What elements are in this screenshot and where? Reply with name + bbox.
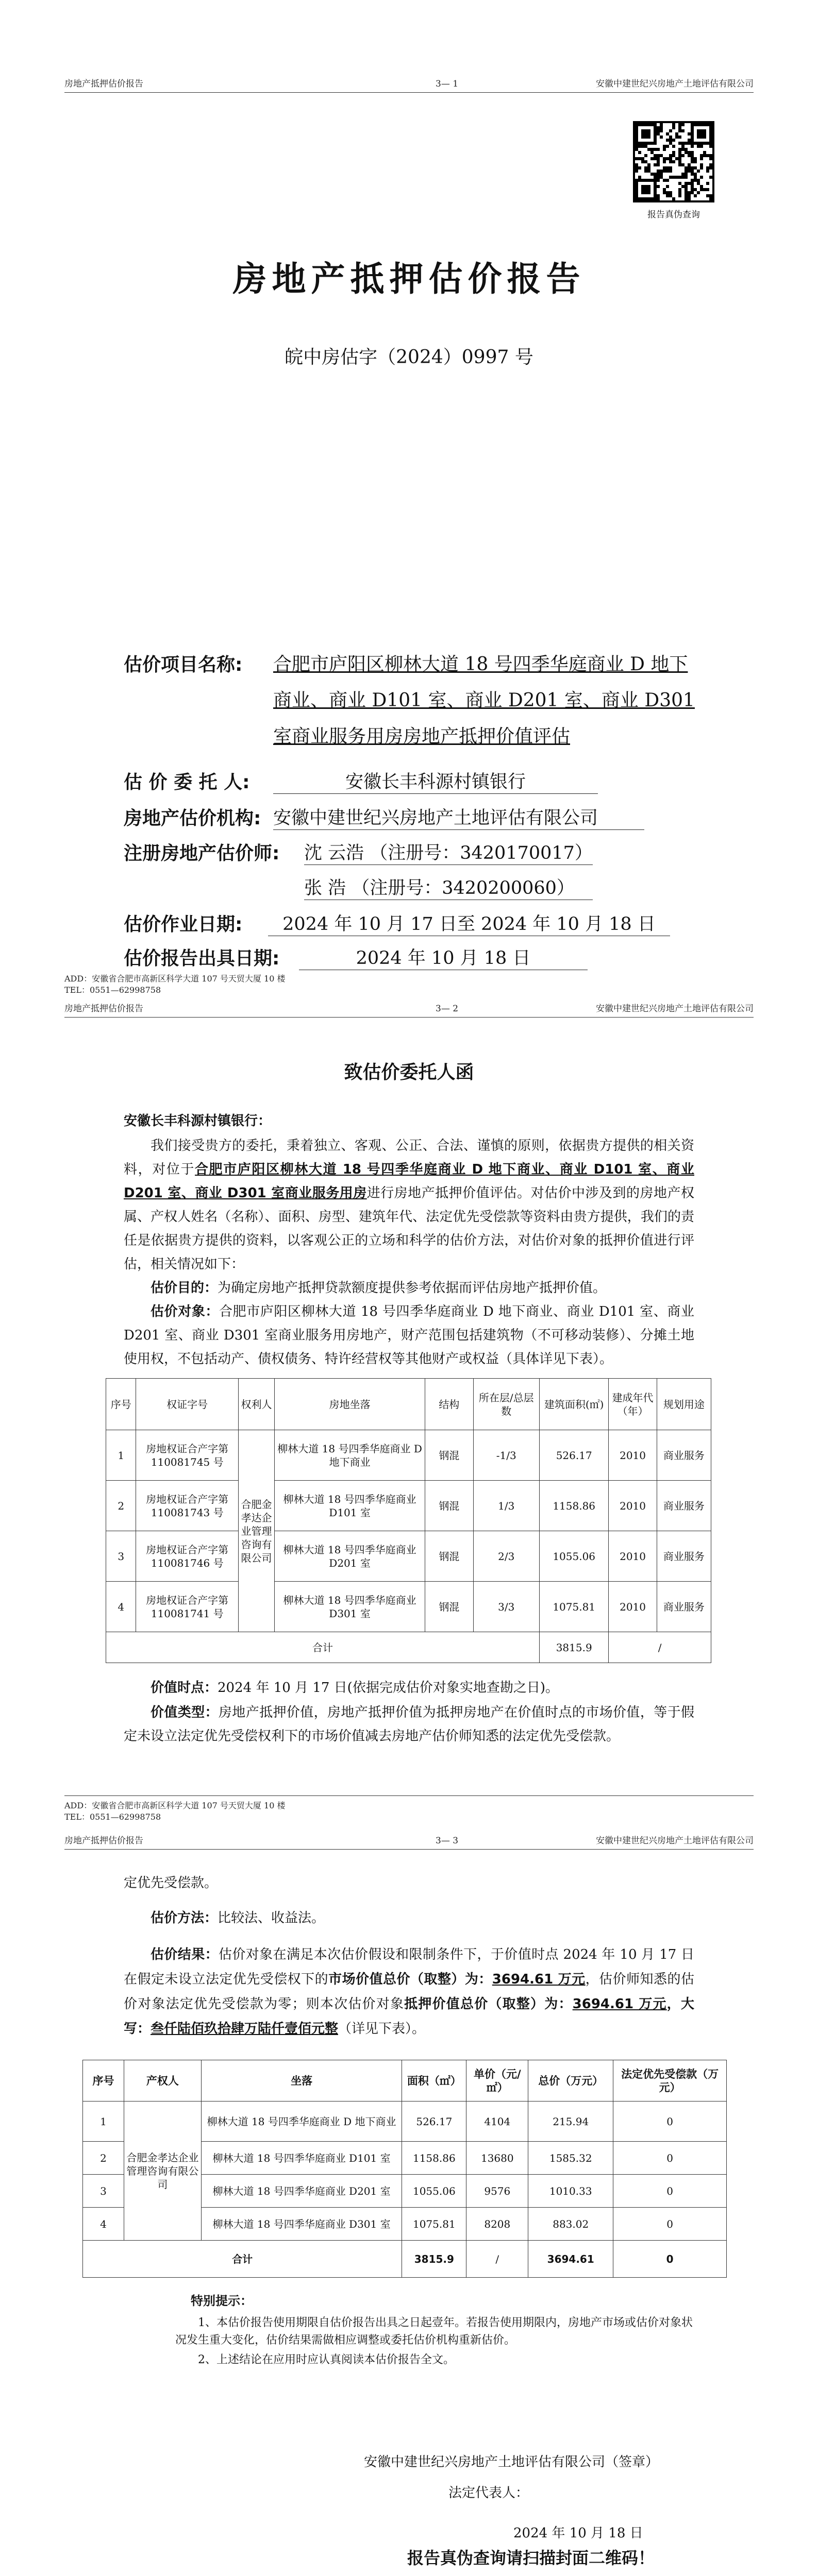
page-footer bbox=[64, 971, 754, 996]
type-label: 价值类型： bbox=[151, 1705, 219, 1720]
project-value: 合肥市庐阳区柳林大道 18 号四季华庭商业 D 地下商业、商业 D101 室、商业 D201 室、商业 D301 室商业服务用房房地产抵押价值评估 bbox=[273, 654, 695, 747]
result-text-a: 估价对象在满足本次估价假设和限制条件下，于价值时点 2024 年 10 月 17 日在假定未设立法定优先受偿权下的 bbox=[124, 1947, 694, 1987]
cell-owner: 合肥金孝达企业管理咨询有限公司 bbox=[124, 2102, 201, 2241]
client-label: 估 价 委 托 人: bbox=[124, 772, 250, 793]
cell-cert: 房地权证合产字第 110081746 号 bbox=[136, 1531, 239, 1582]
cell-cert: 房地权证合产字第 110081741 号 bbox=[136, 1582, 239, 1632]
cell-unit-price: 4104 bbox=[466, 2102, 528, 2142]
cell-area: 1075.81 bbox=[402, 2208, 466, 2241]
cell-total: 883.02 bbox=[528, 2208, 613, 2241]
th-unit-price: 单价（元/㎡） bbox=[466, 2060, 528, 2102]
total-label: 合计 bbox=[106, 1632, 540, 1663]
th-cert: 权证字号 bbox=[136, 1379, 239, 1430]
cell-floor: 2/3 bbox=[473, 1531, 539, 1582]
qr-module bbox=[681, 123, 685, 126]
th-use: 规划用途 bbox=[657, 1379, 711, 1430]
cell-unit-price: 8208 bbox=[466, 2208, 528, 2241]
qr-module bbox=[709, 197, 712, 200]
header-left: 房地产抵押估价报告 bbox=[64, 79, 143, 89]
qr-module bbox=[672, 126, 675, 129]
qr-module bbox=[678, 194, 681, 197]
header-right: 安徽中建世纪兴房地产土地评估有限公司 bbox=[596, 79, 754, 89]
cell-year: 2010 bbox=[609, 1430, 657, 1481]
letter-page bbox=[0, 971, 818, 1824]
cell-structure: 钢混 bbox=[425, 1481, 473, 1531]
cell-address: 柳林大道 18 号四季华庭商业 D201 室 bbox=[275, 1531, 425, 1582]
qr-module bbox=[672, 139, 675, 142]
qr-module bbox=[660, 129, 663, 132]
addressee: 安徽长丰科源村镇银行： bbox=[124, 1113, 272, 1129]
cell-unit-price: 9576 bbox=[466, 2175, 528, 2208]
mortgage-value: 3694.61 万元 bbox=[572, 1996, 667, 2012]
qr-module bbox=[697, 191, 700, 194]
table-row bbox=[106, 1531, 711, 1582]
qr-module bbox=[709, 157, 712, 160]
total-area: 3815.9 bbox=[402, 2241, 466, 2278]
total-area: 3815.9 bbox=[540, 1632, 609, 1663]
capital-label: ，大写： bbox=[124, 1996, 694, 2037]
qr-code-icon[interactable] bbox=[633, 121, 714, 202]
cover-page bbox=[0, 0, 818, 971]
cell-structure: 钢混 bbox=[425, 1582, 473, 1632]
cell-no: 4 bbox=[106, 1582, 136, 1632]
cell-total: 215.94 bbox=[528, 2102, 613, 2142]
cell-address: 柳林大道 18 号四季华庭商业 D301 室 bbox=[201, 2208, 402, 2241]
th-area: 建筑面积(㎡) bbox=[540, 1379, 609, 1430]
cell-no: 3 bbox=[106, 1531, 136, 1582]
qr-module bbox=[657, 179, 660, 182]
letter-intro bbox=[124, 1134, 694, 1276]
notes-title: 特别提示： bbox=[191, 2294, 253, 2308]
th-area: 面积（㎡） bbox=[402, 2060, 466, 2102]
qr-module bbox=[663, 160, 666, 163]
agency-value: 安徽中建世纪兴房地产土地评估有限公司 bbox=[273, 804, 644, 830]
qr-module bbox=[666, 145, 669, 148]
cell-address: 柳林大道 18 号四季华庭商业 D 地下商业 bbox=[201, 2102, 402, 2142]
qr-module bbox=[669, 129, 672, 132]
cell-prior: 0 bbox=[613, 2142, 727, 2175]
cell-structure: 钢混 bbox=[425, 1531, 473, 1582]
table-row bbox=[106, 1430, 711, 1481]
qr-module bbox=[657, 197, 660, 200]
cell-use: 商业服务 bbox=[657, 1531, 711, 1582]
valuation-table bbox=[82, 2060, 727, 2278]
th-floor: 所在层/总层数 bbox=[473, 1379, 539, 1430]
total-unit-price: / bbox=[466, 2241, 528, 2278]
letter-title: 致估价委托人函 bbox=[344, 1062, 474, 1083]
agency-label: 房地产估价机构: bbox=[124, 808, 261, 829]
qr-caption: 报告真伪查询 bbox=[647, 210, 700, 220]
cell-floor: 3/3 bbox=[473, 1582, 539, 1632]
cell-area: 1075.81 bbox=[540, 1582, 609, 1632]
note-2: 2、上述结论在应用时应认真阅读本估价报告全文。 bbox=[198, 2353, 455, 2366]
qr-module bbox=[666, 185, 669, 188]
cell-floor: 1/3 bbox=[473, 1481, 539, 1531]
total-dash: / bbox=[609, 1632, 711, 1663]
cell-no: 4 bbox=[83, 2208, 124, 2241]
verify-hint: 报告真伪查询请扫描封面二维码！ bbox=[407, 2548, 655, 2568]
time-label: 价值时点： bbox=[151, 1680, 218, 1696]
cell-address: 柳林大道 18 号四季华庭商业 D301 室 bbox=[275, 1582, 425, 1632]
result-para bbox=[124, 1942, 694, 2041]
qr-module bbox=[700, 176, 703, 179]
report-date-value: 2024 年 10 月 18 日 bbox=[299, 944, 588, 970]
qr-module bbox=[669, 170, 672, 173]
header-page-number: 3— 2 bbox=[436, 1004, 459, 1014]
cell-address: 柳林大道 18 号四季华庭商业 D 地下商业 bbox=[275, 1430, 425, 1481]
qr-module bbox=[678, 135, 681, 139]
result-page bbox=[0, 1824, 818, 2576]
cell-area: 526.17 bbox=[402, 2102, 466, 2142]
property-table bbox=[106, 1378, 711, 1663]
result-text-i: （详见下表）。 bbox=[338, 2021, 426, 2037]
period-value: 2024 年 10 月 17 日至 2024 年 10 月 18 日 bbox=[268, 910, 670, 936]
header-page-number: 3— 3 bbox=[436, 1836, 459, 1846]
qr-module bbox=[654, 142, 657, 145]
market-value-label: 市场价值总价（取整）为： bbox=[328, 1972, 492, 1987]
qr-module bbox=[703, 135, 706, 139]
qr-module bbox=[647, 191, 650, 194]
qr-module bbox=[638, 151, 641, 154]
type-text-tail: 定优先受偿款。 bbox=[124, 1875, 218, 1891]
project-label: 估价项目名称: bbox=[124, 654, 243, 675]
cell-address: 柳林大道 18 号四季华庭商业 D201 室 bbox=[201, 2175, 402, 2208]
cell-area: 1158.86 bbox=[540, 1481, 609, 1531]
page-header bbox=[64, 1002, 754, 1018]
intro-text-a: 我们接受贵方的委托，秉着独立、客观、公正、合法、谨慎的原则，依据贵方提供的相关资料，对位于 bbox=[124, 1138, 694, 1177]
cell-year: 2010 bbox=[609, 1481, 657, 1531]
table-total-row bbox=[83, 2241, 727, 2278]
cell-no: 3 bbox=[83, 2175, 124, 2208]
value-type-para-end bbox=[124, 1871, 694, 1895]
qr-module bbox=[706, 182, 709, 185]
page-header bbox=[64, 77, 754, 93]
table-row bbox=[106, 1582, 711, 1632]
value-type-para-start bbox=[124, 1701, 694, 1748]
qr-module bbox=[685, 176, 688, 179]
th-owner: 权利人 bbox=[238, 1379, 274, 1430]
header-left: 房地产抵押估价报告 bbox=[64, 1004, 143, 1014]
method-text: 比较法、收益法。 bbox=[218, 1910, 325, 1926]
qr-module bbox=[700, 145, 703, 148]
market-value: 3694.61 万元 bbox=[492, 1972, 586, 1987]
qr-module bbox=[688, 197, 691, 200]
appraiser-2: 张 浩 （注册号：3420200060） bbox=[304, 874, 593, 900]
cell-address: 柳林大道 18 号四季华庭商业 D101 室 bbox=[201, 2142, 402, 2175]
th-no: 序号 bbox=[83, 2060, 124, 2102]
qr-module bbox=[660, 135, 663, 139]
method-para bbox=[124, 1906, 694, 1930]
qr-module bbox=[638, 166, 641, 170]
qr-module bbox=[666, 179, 669, 182]
qr-module bbox=[681, 129, 685, 132]
qr-module bbox=[694, 160, 697, 163]
document-number: 皖中房估字（2024）0997 号 bbox=[285, 347, 533, 368]
intro-text-c: 进行房地产抵押价值评估。对估价中涉及到的房地产权属、产权人姓名（名称）、面积、房型、建筑年代、法定优先受偿款等资料由贵方提供，我们的责任是依据贵方提供的资料，以客观公正的立场和科学的估价方法，对估价对象的抵押价值进行评估，相关情况如下： bbox=[124, 1185, 694, 1272]
cell-total: 1585.32 bbox=[528, 2142, 613, 2175]
cell-use: 商业服务 bbox=[657, 1481, 711, 1531]
cell-use: 商业服务 bbox=[657, 1430, 711, 1481]
page-footer bbox=[64, 1795, 754, 1823]
qr-module bbox=[700, 166, 703, 170]
cell-year: 2010 bbox=[609, 1531, 657, 1582]
qr-module bbox=[700, 157, 703, 160]
cell-area: 526.17 bbox=[540, 1430, 609, 1481]
object-label: 估价对象： bbox=[151, 1304, 220, 1319]
qr-module bbox=[672, 160, 675, 163]
header-page-number: 3— 1 bbox=[436, 79, 459, 89]
purpose-para bbox=[124, 1276, 694, 1300]
cell-no: 2 bbox=[106, 1481, 136, 1531]
qr-module bbox=[647, 135, 650, 139]
header-right: 安徽中建世纪兴房地产土地评估有限公司 bbox=[596, 1836, 754, 1846]
qr-module bbox=[644, 154, 647, 157]
time-text: 2024 年 10 月 17 日(依据完成估价对象实地查勘之日)。 bbox=[218, 1680, 559, 1696]
report-title: 房地产抵押估价报告 bbox=[232, 259, 586, 299]
cell-use: 商业服务 bbox=[657, 1582, 711, 1632]
report-date-label: 估价报告出具日期: bbox=[124, 948, 280, 969]
intro-property: 合肥市庐阳区柳林大道 18 号四季华庭商业 D 地下商业、商业 D101 室、商业 D201 室、商业 D301 室商业服务用房 bbox=[124, 1162, 694, 1201]
period-label: 估价作业日期: bbox=[124, 914, 243, 935]
footer-tel: TEL：0551—62998758 bbox=[64, 985, 161, 995]
qr-module bbox=[691, 145, 694, 148]
cell-prior: 0 bbox=[613, 2208, 727, 2241]
cell-cert: 房地权证合产字第 110081745 号 bbox=[136, 1430, 239, 1481]
cell-year: 2010 bbox=[609, 1582, 657, 1632]
table-row bbox=[83, 2102, 727, 2142]
footer-address: ADD：安徽省合肥市高新区科学大道 107 号天贸大厦 10 楼 bbox=[64, 974, 286, 984]
qr-module bbox=[697, 170, 700, 173]
object-text: 合肥市庐阳区柳林大道 18 号四季华庭商业 D 地下商业、商业 D101 室、商业 D201 室、商业 D301 室商业服务用房地产，财产范围包括建筑物（不可移动装修）、分摊土地使用权，不包括动产、债权债务、特许经营权等其他财产或权益（具体详见下表）。 bbox=[124, 1304, 694, 1367]
cell-no: 1 bbox=[83, 2102, 124, 2142]
footer-tel: TEL：0551—62998758 bbox=[64, 1812, 161, 1822]
th-address: 坐落 bbox=[201, 2060, 402, 2102]
total-value: 3694.61 bbox=[528, 2241, 613, 2278]
qr-module bbox=[657, 148, 660, 151]
th-prior: 法定优先受偿款（万元） bbox=[613, 2060, 727, 2102]
total-prior: 0 bbox=[613, 2241, 727, 2278]
qr-module bbox=[672, 145, 675, 148]
qr-module bbox=[657, 185, 660, 188]
cell-unit-price: 13680 bbox=[466, 2142, 528, 2175]
note-1: 1、本估价报告使用期限自估价报告出具之日起壹年。若报告使用期限内，房地产市场或估价对象状况发生重大变化，估价结果需做相应调整或委托估价机构重新估价。 bbox=[175, 2316, 693, 2347]
th-address: 房地坐落 bbox=[275, 1379, 425, 1430]
th-no: 序号 bbox=[106, 1379, 136, 1430]
th-owner: 产权人 bbox=[124, 2060, 201, 2102]
qr-module bbox=[681, 154, 685, 157]
cell-cert: 房地权证合产字第 110081743 号 bbox=[136, 1481, 239, 1531]
cell-no: 1 bbox=[106, 1430, 136, 1481]
cell-structure: 钢混 bbox=[425, 1430, 473, 1481]
value-time-para bbox=[124, 1676, 694, 1700]
cell-owner: 合肥金孝达企业管理咨询有限公司 bbox=[238, 1430, 274, 1632]
table-total-row bbox=[106, 1632, 711, 1663]
appraiser-1: 沈 云浩 （注册号：3420170017） bbox=[304, 839, 593, 865]
cell-address: 柳林大道 18 号四季华庭商业 D101 室 bbox=[275, 1481, 425, 1531]
th-structure: 结构 bbox=[425, 1379, 473, 1430]
object-para bbox=[124, 1300, 694, 1371]
th-total: 总价（万元） bbox=[528, 2060, 613, 2102]
signature-date: 2024 年 10 月 18 日 bbox=[513, 2526, 643, 2541]
page-header bbox=[64, 1834, 754, 1850]
th-year: 建成年代（年） bbox=[609, 1379, 657, 1430]
qr-module bbox=[709, 176, 712, 179]
signature-representative: 法定代表人： bbox=[448, 2485, 529, 2501]
qr-module bbox=[709, 166, 712, 170]
cell-floor: -1/3 bbox=[473, 1430, 539, 1481]
cell-area: 1055.06 bbox=[402, 2175, 466, 2208]
qr-module bbox=[635, 170, 638, 173]
mortgage-value-label: 抵押价值总价（取整）为： bbox=[404, 1996, 573, 2012]
table-row bbox=[106, 1481, 711, 1531]
qr-module bbox=[672, 197, 675, 200]
qr-module bbox=[657, 163, 660, 166]
cell-total: 1010.33 bbox=[528, 2175, 613, 2208]
cell-prior: 0 bbox=[613, 2102, 727, 2142]
capital-amount: 叁仟陆佰玖拾肆万陆仟壹佰元整 bbox=[151, 2021, 339, 2037]
cell-prior: 0 bbox=[613, 2175, 727, 2208]
footer-address: ADD：安徽省合肥市高新区科学大道 107 号天贸大厦 10 楼 bbox=[64, 1801, 286, 1810]
qr-module bbox=[694, 194, 697, 197]
method-label: 估价方法： bbox=[151, 1910, 218, 1926]
purpose-text: 为确定房地产抵押贷款额度提供参考依据而评估房地产抵押价值。 bbox=[218, 1280, 607, 1296]
cell-area: 1158.86 bbox=[402, 2142, 466, 2175]
qr-module bbox=[706, 188, 709, 191]
appraiser-label: 注册房地产估价师: bbox=[124, 843, 280, 864]
header-left: 房地产抵押估价报告 bbox=[64, 1836, 143, 1846]
purpose-label: 估价目的： bbox=[151, 1280, 218, 1296]
header-right: 安徽中建世纪兴房地产土地评估有限公司 bbox=[596, 1004, 754, 1014]
qr-module bbox=[706, 170, 709, 173]
total-label: 合计 bbox=[83, 2241, 402, 2278]
qr-module bbox=[663, 148, 666, 151]
qr-module bbox=[709, 145, 712, 148]
signature-company: 安徽中建世纪兴房地产土地评估有限公司（签章） bbox=[364, 2454, 659, 2470]
result-text-d: ，估价师知悉的估价对象法定优先受偿款为零；则本次估价对象 bbox=[124, 1972, 694, 2012]
cell-area: 1055.06 bbox=[540, 1531, 609, 1582]
cell-no: 2 bbox=[83, 2142, 124, 2175]
result-label: 估价结果： bbox=[151, 1947, 219, 1962]
type-text: 房地产抵押价值，房地产抵押价值为抵押房地产在价值时点的市场价值，等于假定未设立法定优先受偿权利下的市场价值减去房地产估价师知悉的法定优先受偿款。 bbox=[124, 1705, 694, 1744]
client-value: 安徽长丰科源村镇银行 bbox=[273, 768, 598, 794]
